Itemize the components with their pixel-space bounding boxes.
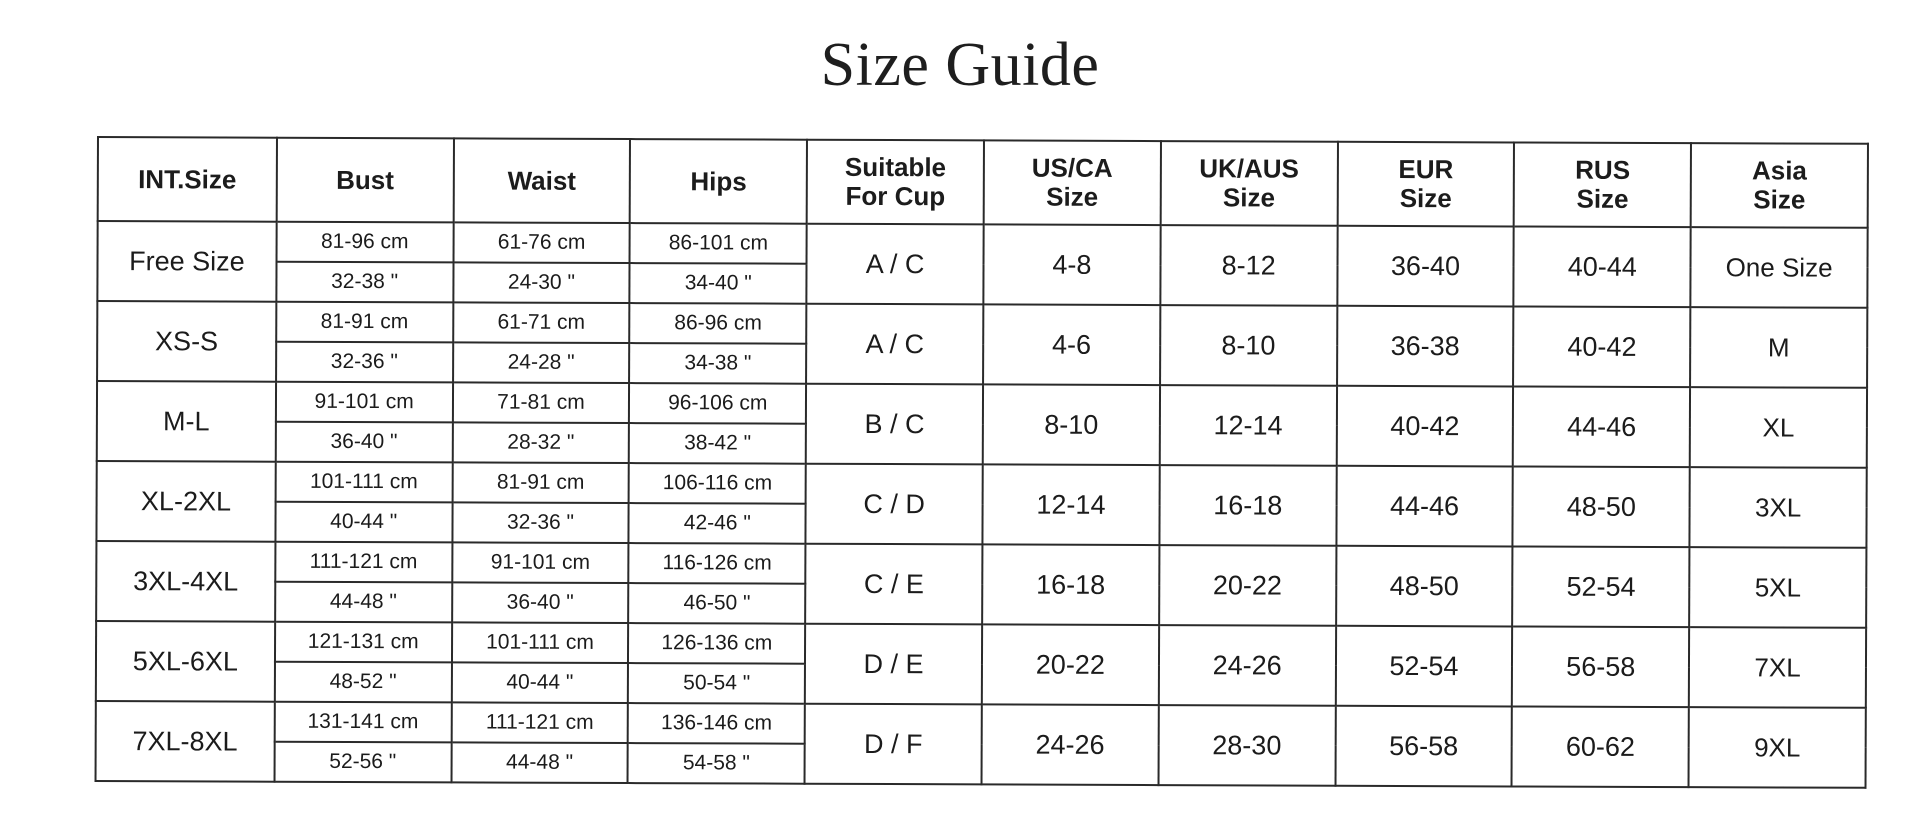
int-size-cell: Free Size [97, 221, 276, 302]
waist-inch-cell: 36-40 " [452, 582, 629, 623]
rus-size-cell: 40-44 [1514, 226, 1691, 307]
hips-cm-cell: 96-106 cm [629, 383, 806, 424]
waist-inch-cell: 28-32 " [452, 422, 629, 463]
cup-cell: B / C [806, 384, 983, 465]
us-ca-size-cell: 24-26 [982, 704, 1159, 785]
bust-cm-cell: 81-96 cm [276, 222, 453, 263]
uk-aus-size-cell: 12-14 [1160, 385, 1337, 466]
rus-size-cell: 44-46 [1513, 386, 1690, 467]
us-ca-size-cell: 16-18 [982, 544, 1159, 625]
eur-size-cell: 56-58 [1335, 706, 1512, 787]
bust-inch-cell: 52-56 " [274, 742, 451, 783]
waist-cm-cell: 71-81 cm [452, 382, 629, 423]
rus-size-cell: 56-58 [1512, 626, 1689, 707]
table-body [96, 221, 1868, 788]
int-size-cell: XL-2XL [96, 461, 275, 542]
eur-size-cell: 52-54 [1335, 626, 1512, 707]
us-ca-size-cell: 8-10 [983, 384, 1160, 465]
header-suitable-for-cup [807, 140, 984, 225]
header-rus-size [1514, 142, 1691, 227]
int-size-cell: 7XL-8XL [96, 701, 275, 782]
us-ca-size-cell: 4-6 [983, 304, 1160, 385]
hips-cm-cell: 116-126 cm [629, 543, 806, 584]
cup-cell: D / E [805, 624, 982, 705]
eur-size-cell: 36-40 [1337, 226, 1514, 307]
header-uk-aus-size [1160, 141, 1337, 226]
uk-aus-size-cell: 8-10 [1160, 305, 1337, 386]
waist-cm-cell: 91-101 cm [452, 542, 629, 583]
asia-size-cell: M [1690, 307, 1867, 388]
waist-inch-cell: 24-30 " [453, 262, 630, 303]
asia-size-cell: 5XL [1689, 547, 1866, 628]
table-row [96, 701, 1866, 748]
table-row [96, 621, 1866, 668]
bust-cm-cell: 91-101 cm [276, 382, 453, 423]
hips-inch-cell: 46-50 " [629, 583, 806, 624]
cup-cell: D / F [805, 704, 982, 785]
bust-inch-cell: 32-38 " [276, 262, 453, 303]
waist-inch-cell: 40-44 " [451, 662, 628, 703]
uk-aus-size-cell: 8-12 [1160, 225, 1337, 306]
table-row [96, 541, 1866, 588]
int-size-cell: XS-S [97, 301, 276, 382]
table-row [97, 381, 1867, 428]
header-label-line2: Size [1753, 184, 1806, 215]
uk-aus-size-cell: 20-22 [1159, 545, 1336, 626]
asia-size-cell: One Size [1691, 227, 1868, 308]
asia-size-cell: 9XL [1689, 707, 1866, 788]
table-row [97, 301, 1867, 348]
header-hips [630, 139, 807, 224]
header-int-size [98, 137, 277, 222]
waist-cm-cell: 61-71 cm [453, 302, 630, 343]
hips-inch-cell: 38-42 " [629, 423, 806, 464]
header-row [98, 137, 1868, 228]
header-label-line2: Size [1399, 183, 1452, 214]
table-row [98, 221, 1868, 268]
rus-size-cell: 60-62 [1512, 706, 1689, 787]
header-label-line1: US/CA [1031, 152, 1113, 183]
header-label-line2: Size [1576, 183, 1629, 214]
bust-cm-cell: 81-91 cm [276, 302, 453, 343]
us-ca-size-cell: 12-14 [982, 464, 1159, 545]
cup-cell: C / D [806, 464, 983, 545]
waist-inch-cell: 44-48 " [451, 742, 628, 783]
header-label-line2: For Cup [845, 180, 946, 212]
cup-cell: A / C [807, 224, 984, 305]
us-ca-size-cell: 20-22 [982, 624, 1159, 705]
bust-inch-cell: 36-40 " [276, 422, 453, 463]
bust-cm-cell: 101-111 cm [275, 462, 452, 503]
bust-inch-cell: 40-44 " [275, 502, 452, 543]
header-label-line1: INT.Size [138, 163, 237, 195]
waist-cm-cell: 101-111 cm [452, 622, 629, 663]
uk-aus-size-cell: 16-18 [1159, 465, 1336, 546]
header-bust [276, 138, 453, 223]
int-size-cell: 3XL-4XL [96, 541, 275, 622]
header-label-line1: Hips [690, 165, 747, 196]
header-asia-size [1691, 143, 1868, 228]
header-waist [453, 138, 630, 223]
hips-cm-cell: 86-101 cm [630, 223, 807, 264]
asia-size-cell: 7XL [1689, 627, 1866, 708]
header-label-line2: Size [1222, 182, 1276, 213]
rus-size-cell: 52-54 [1513, 546, 1690, 627]
rus-size-cell: 40-42 [1513, 306, 1690, 387]
bust-cm-cell: 121-131 cm [275, 622, 452, 663]
int-size-cell: 5XL-6XL [96, 621, 275, 702]
rus-size-cell: 48-50 [1513, 466, 1690, 547]
uk-aus-size-cell: 24-26 [1159, 625, 1336, 706]
cup-cell: A / C [806, 304, 983, 385]
hips-inch-cell: 34-38 " [629, 343, 806, 384]
header-us-ca-size [984, 140, 1161, 225]
waist-cm-cell: 81-91 cm [452, 462, 629, 503]
eur-size-cell: 48-50 [1336, 546, 1513, 627]
waist-inch-cell: 32-36 " [452, 502, 629, 543]
header-label-line1: UK/AUS [1199, 153, 1299, 184]
asia-size-cell: XL [1690, 387, 1867, 468]
table-row [97, 461, 1867, 508]
header-eur-size [1337, 142, 1514, 227]
bust-inch-cell: 32-36 " [276, 342, 453, 383]
header-label-line1: Waist [507, 165, 577, 196]
hips-inch-cell: 42-46 " [629, 503, 806, 544]
header-label-line1: EUR [1398, 153, 1454, 185]
header-label-line1: Asia [1751, 155, 1807, 186]
eur-size-cell: 44-46 [1336, 466, 1513, 547]
bust-inch-cell: 44-48 " [275, 582, 452, 623]
waist-cm-cell: 111-121 cm [451, 702, 628, 743]
uk-aus-size-cell: 28-30 [1158, 705, 1335, 786]
header-label-line1: Suitable [844, 151, 947, 183]
size-guide-table [95, 136, 1869, 789]
us-ca-size-cell: 4-8 [983, 224, 1160, 305]
header-label-line1: Bust [336, 164, 394, 195]
cup-cell: C / E [805, 544, 982, 625]
header-label-line1: RUS [1575, 154, 1631, 185]
int-size-cell: M-L [97, 381, 276, 462]
hips-cm-cell: 106-116 cm [629, 463, 806, 504]
asia-size-cell: 3XL [1690, 467, 1867, 548]
eur-size-cell: 36-38 [1337, 306, 1514, 387]
hips-inch-cell: 34-40 " [630, 263, 807, 304]
bust-inch-cell: 48-52 " [275, 662, 452, 703]
hips-cm-cell: 136-146 cm [628, 703, 805, 744]
page-title: Size Guide [820, 31, 1100, 99]
header-label-line2: Size [1046, 181, 1099, 212]
waist-cm-cell: 61-76 cm [453, 222, 630, 263]
waist-inch-cell: 24-28 " [453, 342, 630, 383]
hips-inch-cell: 54-58 " [628, 743, 805, 784]
hips-cm-cell: 86-96 cm [630, 303, 807, 344]
eur-size-cell: 40-42 [1336, 386, 1513, 467]
bust-cm-cell: 111-121 cm [275, 542, 452, 583]
hips-inch-cell: 50-54 " [628, 663, 805, 704]
bust-cm-cell: 131-141 cm [274, 702, 451, 743]
hips-cm-cell: 126-136 cm [628, 623, 805, 664]
